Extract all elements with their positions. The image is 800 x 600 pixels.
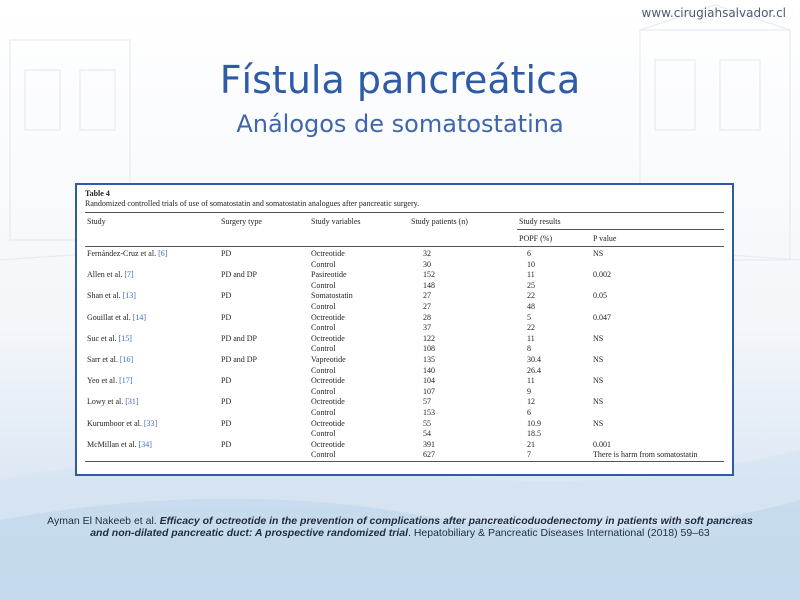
cell-surgery-type (219, 281, 309, 292)
cell-study-variable (309, 281, 409, 292)
cell-study-patients (409, 440, 517, 451)
cell-surgery-type (219, 313, 309, 324)
site-url: www.cirugiahsalvador.cl (641, 6, 786, 20)
cell-study-patients (409, 247, 517, 260)
cell-study-patients (409, 334, 517, 345)
cell-surgery-type-text: PD (221, 291, 232, 301)
cell-study-patients-text: 108 (423, 344, 435, 354)
cell-study-variable-text: Control (311, 407, 336, 417)
cell-study-patients-text: 140 (423, 365, 435, 375)
cell-study-patients (409, 302, 517, 313)
header-study-results: Study results (517, 213, 724, 230)
table-row (85, 408, 724, 419)
reference-link[interactable]: [16] (119, 354, 134, 364)
cell-p-value (591, 419, 724, 430)
cell-study-patients (409, 397, 517, 408)
cell-popf (517, 387, 591, 398)
table-row (85, 376, 724, 387)
cell-study-variable-text: Octreotide (311, 333, 345, 343)
cell-p-value (591, 387, 724, 398)
cell-study-patients-text: 37 (423, 323, 431, 333)
cell-study-variable (309, 419, 409, 430)
cell-study (85, 334, 219, 345)
cell-popf-text: 10.9 (527, 418, 541, 428)
cell-surgery-type (219, 247, 309, 260)
cell-study-patients-text: 107 (423, 386, 435, 396)
cell-surgery-type-text: PD (221, 376, 232, 386)
cell-study-variable-text: Octreotide (311, 249, 345, 258)
cell-study-variable (309, 429, 409, 440)
cell-surgery-type-text: PD (221, 439, 232, 449)
cell-p-value (591, 313, 724, 324)
cell-study-variable (309, 408, 409, 419)
table-row (85, 313, 724, 324)
cell-popf-text: 48 (527, 301, 535, 311)
cell-study-patients-text: 153 (423, 407, 435, 417)
cell-p-value (591, 323, 724, 334)
cell-popf (517, 323, 591, 334)
cell-study-variable-text: Control (311, 450, 336, 460)
cell-popf-text: 8 (527, 344, 531, 354)
cell-study (85, 302, 219, 313)
cell-study-patients (409, 323, 517, 334)
cell-popf (517, 260, 591, 271)
cell-p-value-text: 0.001 (593, 439, 611, 449)
results-table (85, 212, 724, 462)
cell-study-variable (309, 260, 409, 271)
table-row (85, 355, 724, 366)
cell-popf (517, 344, 591, 355)
reference-link[interactable]: [31] (125, 397, 139, 407)
cell-study-patients-text: 148 (423, 280, 435, 290)
cell-popf (517, 397, 591, 408)
cell-study-patients-text: 27 (423, 301, 431, 311)
cell-study-patients (409, 408, 517, 419)
slide-subtitle: Análogos de somatostatina (236, 110, 564, 138)
cell-study-patients (409, 291, 517, 302)
cell-popf (517, 376, 591, 387)
cell-study-patients-text: 627 (423, 450, 435, 460)
cell-surgery-type (219, 440, 309, 451)
table-row (85, 323, 724, 334)
cell-popf (517, 281, 591, 292)
cell-surgery-type-text: PD and DP (221, 354, 258, 364)
reference-link[interactable]: [14] (132, 312, 147, 322)
header-p-value: P value (591, 230, 724, 247)
cell-popf-text: 22 (527, 323, 535, 333)
cell-p-value (591, 291, 724, 302)
cell-p-value (591, 366, 724, 377)
cell-study-variable (309, 376, 409, 387)
cell-study-patients-text: 32 (423, 249, 431, 258)
cell-study-variable (309, 334, 409, 345)
cell-study-text: Fernández-Cruz et al. (87, 249, 157, 258)
cell-study-variable-text: Vapreotide (311, 354, 346, 364)
cell-study-patients (409, 270, 517, 281)
reference-link[interactable]: [17] (119, 376, 133, 386)
cell-study-variable (309, 247, 409, 260)
cell-popf (517, 270, 591, 281)
cell-study-variable (309, 355, 409, 366)
cell-p-value-text: 0.047 (593, 312, 611, 322)
table-caption: Randomized controlled trials of use of somatostatin and somatostatin analogues after pancreatic surgery. (85, 199, 420, 208)
cell-study (85, 408, 219, 419)
cell-study-patients (409, 355, 517, 366)
table-row (85, 419, 724, 430)
cell-study-variable (309, 387, 409, 398)
cell-p-value (591, 247, 724, 260)
cell-study-patients-text: 57 (423, 397, 431, 407)
cell-study (85, 387, 219, 398)
cell-surgery-type-text: PD (221, 312, 232, 322)
cell-surgery-type-text: PD (221, 397, 232, 407)
cell-p-value-text: 0.05 (593, 291, 607, 301)
reference-link[interactable]: [15] (118, 333, 132, 343)
cell-surgery-type (219, 334, 309, 345)
cell-study-patients-text: 30 (423, 259, 431, 269)
table-row (85, 291, 724, 302)
table-row (85, 450, 724, 461)
cell-popf-text: 7 (527, 450, 531, 460)
cell-study-variable (309, 313, 409, 324)
cell-p-value-text: NS (593, 376, 604, 386)
cell-surgery-type (219, 397, 309, 408)
cell-study-variable (309, 397, 409, 408)
cell-study-patients (409, 419, 517, 430)
table-row (85, 247, 724, 260)
cell-study-patients-text: 152 (423, 270, 435, 280)
cell-popf-text: 21 (527, 439, 535, 449)
cell-study-variable (309, 270, 409, 281)
cell-popf (517, 302, 591, 313)
cell-study-variable-text: Control (311, 259, 336, 269)
cell-study (85, 366, 219, 377)
cell-surgery-type (219, 376, 309, 387)
citation (40, 515, 760, 539)
header-surgery-type: Surgery type (219, 213, 309, 230)
cell-p-value-text: There is harm from somatostatin (593, 450, 698, 460)
table-label: Table 4 (85, 189, 110, 198)
header-study-variables: Study variables (309, 213, 409, 230)
cell-surgery-type-text: PD and DP (221, 270, 258, 280)
cell-study-text: Gouillat et al. (87, 312, 131, 322)
cell-study-variable-text: Pasireotide (311, 270, 347, 280)
cell-study-patients-text: 104 (423, 376, 435, 386)
cell-p-value (591, 355, 724, 366)
cell-p-value-text: NS (593, 397, 604, 407)
reference-link[interactable]: [13] (122, 291, 136, 301)
cell-p-value-text: NS (593, 333, 604, 343)
cell-surgery-type (219, 419, 309, 430)
cell-study-patients-text: 122 (423, 333, 435, 343)
cell-study-variable-text: Octreotide (311, 439, 345, 449)
header-study: Study (85, 213, 219, 230)
cell-surgery-type-text: PD (221, 418, 232, 428)
cell-popf-text: 12 (527, 397, 535, 407)
citation-journal: . Hepatobiliary & Pancreatic Diseases International (2018) 59–63 (408, 527, 710, 539)
cell-popf-text: 11 (527, 270, 535, 280)
cell-surgery-type-text: PD (221, 249, 232, 258)
cell-study (85, 281, 219, 292)
cell-study (85, 313, 219, 324)
cell-study-text: Lowy et al. (87, 397, 124, 407)
cell-study (85, 376, 219, 387)
cell-p-value-text: NS (593, 354, 604, 364)
cell-study (85, 291, 219, 302)
slide-title: Fístula pancreática (219, 58, 581, 102)
table-row (85, 270, 724, 281)
cell-study-variable-text: Octreotide (311, 312, 345, 322)
cell-p-value (591, 334, 724, 345)
cell-surgery-type (219, 387, 309, 398)
header-popf: POPF (%) (517, 230, 591, 247)
cell-study (85, 260, 219, 271)
cell-popf (517, 334, 591, 345)
table-row (85, 397, 724, 408)
cell-popf (517, 408, 591, 419)
reference-link[interactable]: [33] (143, 418, 158, 428)
cell-popf (517, 247, 591, 260)
cell-study-text: Sarr et al. (87, 354, 118, 364)
cell-study-patients-text: 28 (423, 312, 431, 322)
cell-p-value-text: NS (593, 418, 604, 428)
cell-study-variable-text: Control (311, 301, 336, 311)
cell-popf (517, 440, 591, 451)
cell-popf (517, 291, 591, 302)
cell-popf-text: 10 (527, 259, 535, 269)
table-row (85, 334, 724, 345)
cell-surgery-type (219, 291, 309, 302)
table-row (85, 440, 724, 451)
cell-study-patients (409, 344, 517, 355)
cell-surgery-type (219, 260, 309, 271)
table-row (85, 260, 724, 271)
cell-surgery-type (219, 302, 309, 313)
cell-popf-text: 9 (527, 386, 531, 396)
cell-study (85, 247, 219, 260)
reference-link[interactable]: [34] (138, 439, 152, 449)
reference-link[interactable]: [6] (158, 249, 168, 258)
cell-study-text: Kurumboor et al. (87, 418, 142, 428)
cell-surgery-type (219, 270, 309, 281)
cell-popf (517, 450, 591, 461)
cell-study-variable-text: Control (311, 386, 336, 396)
cell-p-value-text: NS (593, 249, 604, 258)
cell-study-patients (409, 450, 517, 461)
cell-study-variable-text: Control (311, 429, 336, 439)
cell-study-variable-text: Control (311, 344, 336, 354)
cell-popf (517, 419, 591, 430)
cell-p-value (591, 270, 724, 281)
cell-popf-text: 18.5 (527, 429, 541, 439)
cell-study-variable-text: Control (311, 365, 336, 375)
cell-study-patients-text: 391 (423, 439, 435, 449)
cell-p-value (591, 429, 724, 440)
cell-study-patients (409, 281, 517, 292)
cell-study-variable-text: Control (311, 280, 336, 290)
cell-study (85, 429, 219, 440)
cell-surgery-type-text: PD and DP (221, 333, 258, 343)
cell-study-patients (409, 366, 517, 377)
cell-study-text: Shan et al. (87, 291, 121, 301)
cell-popf-text: 11 (527, 376, 535, 386)
cell-study-patients (409, 429, 517, 440)
table-row (85, 344, 724, 355)
cell-popf (517, 366, 591, 377)
cell-study (85, 419, 219, 430)
cell-popf (517, 313, 591, 324)
cell-study (85, 323, 219, 334)
cell-study-patients-text: 54 (423, 429, 431, 439)
cell-study-patients (409, 260, 517, 271)
cell-surgery-type (219, 366, 309, 377)
cell-study (85, 355, 219, 366)
cell-surgery-type (219, 355, 309, 366)
cell-p-value (591, 344, 724, 355)
cell-study-variable-text: Somatostatin (311, 291, 353, 301)
citation-authors: Ayman El Nakeeb et al. (47, 515, 157, 527)
cell-surgery-type (219, 408, 309, 419)
cell-p-value (591, 397, 724, 408)
cell-study-text: Suc et al. (87, 333, 117, 343)
cell-study-variable (309, 302, 409, 313)
cell-popf-text: 30.4 (527, 354, 541, 364)
cell-study-patients (409, 376, 517, 387)
cell-study-variable-text: Octreotide (311, 397, 345, 407)
cell-study-text: Allen et al. (87, 270, 123, 280)
cell-p-value (591, 260, 724, 271)
cell-study (85, 450, 219, 461)
cell-study (85, 440, 219, 451)
cell-popf-text: 5 (527, 312, 531, 322)
cell-popf (517, 355, 591, 366)
cell-study-variable (309, 323, 409, 334)
cell-study-variable-text: Octreotide (311, 418, 345, 428)
cell-popf-text: 25 (527, 280, 535, 290)
cell-study-variable (309, 450, 409, 461)
cell-study-patients-text: 27 (423, 291, 431, 301)
cell-study-patients (409, 313, 517, 324)
cell-p-value (591, 376, 724, 387)
header-study-patients: Study patients (n) (409, 213, 517, 230)
cell-study (85, 270, 219, 281)
cell-surgery-type (219, 450, 309, 461)
cell-study-variable (309, 291, 409, 302)
table-row (85, 366, 724, 377)
cell-study-text: McMillan et al. (87, 439, 137, 449)
table-row (85, 429, 724, 440)
cell-p-value (591, 450, 724, 461)
cell-p-value (591, 440, 724, 451)
cell-study-variable-text: Control (311, 323, 336, 333)
cell-study (85, 397, 219, 408)
cell-popf-text: 6 (527, 249, 531, 258)
cell-popf (517, 429, 591, 440)
cell-popf-text: 26.4 (527, 365, 541, 375)
cell-study-variable (309, 440, 409, 451)
cell-p-value (591, 408, 724, 419)
cell-study (85, 344, 219, 355)
cell-study-patients-text: 55 (423, 418, 431, 428)
cell-study-variable-text: Octreotide (311, 376, 345, 386)
cell-popf-text: 6 (527, 407, 531, 417)
cell-surgery-type (219, 429, 309, 440)
citation-article-title: Efficacy of octreotide in the prevention of complications after pancreaticoduodenectomy in patients with soft pancreas and non-dilated pancreatic duct: A prospective randomized trial (90, 515, 753, 539)
cell-study-variable (309, 344, 409, 355)
table-row (85, 281, 724, 292)
reference-link[interactable]: [7] (124, 270, 134, 280)
table-row (85, 387, 724, 398)
cell-p-value-text: 0.002 (593, 270, 611, 280)
cell-study-text: Yeo et al. (87, 376, 118, 386)
cell-popf-text: 22 (527, 291, 535, 301)
table-body (85, 247, 724, 462)
cell-study-variable (309, 366, 409, 377)
cell-surgery-type (219, 344, 309, 355)
cell-popf-text: 11 (527, 333, 535, 343)
cell-study-patients-text: 135 (423, 354, 435, 364)
cell-p-value (591, 281, 724, 292)
cell-study-patients (409, 387, 517, 398)
cell-p-value (591, 302, 724, 313)
table-row (85, 302, 724, 313)
table-frame (75, 183, 734, 476)
cell-surgery-type (219, 323, 309, 334)
